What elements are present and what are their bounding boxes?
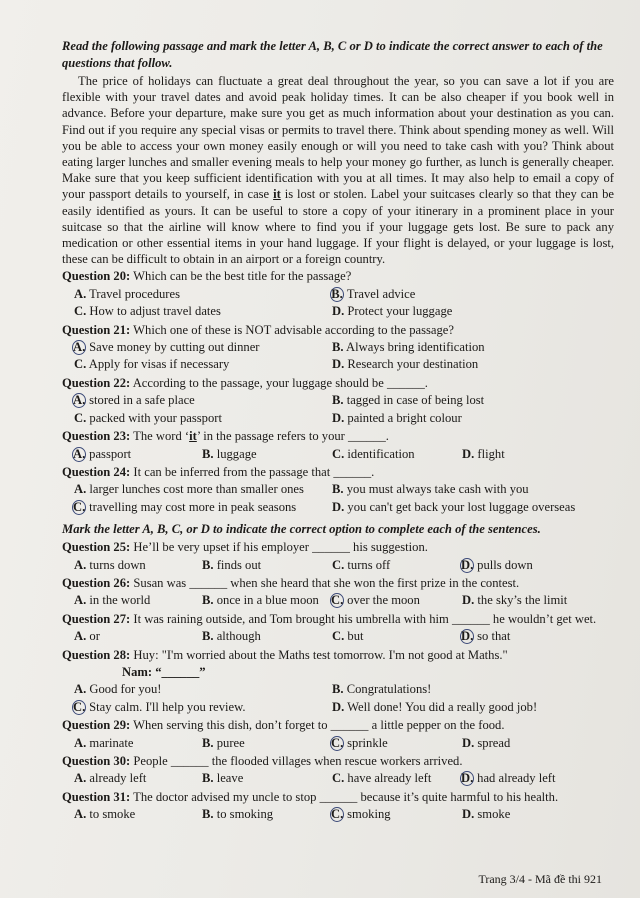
question-number: Question 23:: [62, 429, 131, 444]
option-text: spread: [477, 735, 511, 750]
option-letter: A.: [74, 593, 87, 608]
option-letter: C.: [332, 629, 345, 644]
option-letter: A.: [74, 735, 87, 750]
question-text: it: [189, 429, 197, 444]
option-letter: D.: [332, 499, 345, 514]
option-text: Well done! You did a really good job!: [347, 699, 538, 714]
option-letter: B.: [202, 446, 214, 461]
option-text: passport: [89, 446, 132, 461]
answer-option[interactable]: [332, 410, 590, 427]
answer-option[interactable]: [202, 628, 332, 645]
option-text: so that: [477, 629, 511, 644]
question-number: Question 25:: [62, 540, 131, 555]
answer-option[interactable]: [462, 735, 592, 752]
answer-option[interactable]: [74, 735, 202, 752]
answer-option[interactable]: [74, 392, 332, 409]
answer-option[interactable]: [332, 446, 462, 463]
option-letter: C.: [73, 699, 86, 714]
question-text: Huy: "I'm worried about the Maths test tomorrow. I'm not good at Maths.": [133, 647, 508, 662]
answer-option[interactable]: [332, 735, 462, 752]
option-letter: D.: [461, 629, 474, 644]
answer-option[interactable]: [332, 392, 590, 409]
question: [62, 428, 614, 463]
answer-options: [62, 681, 614, 716]
answer-option[interactable]: [74, 481, 332, 498]
question-text: According to the passage, your luggage should be ______.: [132, 375, 428, 390]
question-stem: [62, 268, 614, 285]
option-text: Save money by cutting out dinner: [89, 340, 260, 355]
answer-option[interactable]: [74, 339, 332, 356]
option-text: turns down: [89, 557, 146, 572]
option-letter: D.: [461, 557, 474, 572]
option-text: marinate: [89, 735, 134, 750]
answer-option[interactable]: [332, 339, 590, 356]
option-text: Congratulations!: [346, 682, 432, 697]
option-text: Apply for visas if necessary: [88, 357, 230, 372]
option-letter: B.: [332, 482, 344, 497]
option-letter: A.: [73, 340, 86, 355]
option-text: larger lunches cost more than smaller ones: [89, 482, 304, 497]
option-text: Travel procedures: [89, 286, 180, 301]
question-text: Which one of these is NOT advisable according to the passage?: [133, 322, 454, 337]
option-text: sprinkle: [347, 735, 388, 750]
option-text: already left: [89, 771, 147, 786]
option-letter: B.: [202, 557, 214, 572]
option-text: but: [347, 629, 364, 644]
answer-option[interactable]: [74, 770, 202, 787]
option-letter: C.: [332, 771, 345, 786]
passage-text-1: The price of holidays can fluctuate a great deal throughout the year, so you can save a lot if you are flexible with your travel dates and avoid peak holiday times. It can be also cheaper if you book well in advance. Before your departure, make sure you get as much information about your destination as you can. Find out if you require any special visas or permits to travel there. Think about spending money as well. Will you be able to access your own money easily enough or will you need to take cash with you? Think about eating larger lunches and smaller evening meals to help your money go further, as lunch is generally cheaper. Make sure that you keep sufficient identification with you at all times. It may also help to email a copy of your passport details to yourself, in case: [62, 74, 614, 202]
reading-passage: [62, 73, 614, 267]
option-letter: C.: [332, 557, 345, 572]
answer-options: [62, 446, 614, 463]
option-letter: D.: [462, 807, 475, 822]
answer-option[interactable]: [74, 681, 332, 698]
question-text: People ______ the flooded villages when rescue workers arrived.: [133, 754, 463, 768]
answer-option[interactable]: [74, 286, 332, 303]
question-text: It can be inferred from the passage that ______.: [133, 464, 375, 479]
answer-options: [62, 286, 614, 321]
question-number: Question 31:: [62, 789, 131, 804]
question-number: Question 28:: [62, 647, 131, 662]
option-letter: C.: [331, 593, 344, 608]
option-letter: C.: [331, 807, 344, 822]
answer-option[interactable]: [332, 499, 590, 516]
option-letter: B.: [202, 629, 214, 644]
option-letter: B.: [202, 807, 214, 822]
question-stem: [62, 539, 614, 556]
question: [62, 753, 614, 788]
question: [62, 268, 614, 320]
answer-option[interactable]: [74, 806, 202, 823]
option-letter: D.: [332, 357, 345, 372]
option-text: in the world: [89, 593, 151, 608]
answer-options: [62, 806, 614, 823]
option-text: or: [89, 629, 100, 644]
option-text: luggage: [216, 446, 257, 461]
option-text: you must always take cash with you: [346, 482, 529, 497]
option-text: once in a blue moon: [216, 593, 319, 608]
option-text: identification: [347, 446, 415, 461]
option-text: the sky’s the limit: [477, 593, 568, 608]
answer-option[interactable]: [202, 557, 332, 574]
option-letter: D.: [462, 446, 475, 461]
question-text: When serving this dish, don’t forget to ______ a little pepper on the food.: [133, 718, 505, 733]
answer-options: [62, 557, 614, 574]
answer-option[interactable]: [332, 303, 590, 320]
question-stem: [62, 575, 614, 592]
option-letter: C.: [74, 410, 87, 425]
option-text: stored in a safe place: [89, 393, 195, 408]
option-letter: D.: [461, 771, 474, 786]
question-stem: [62, 647, 614, 664]
option-text: How to adjust travel dates: [89, 304, 221, 319]
option-text: travelling may cost more in peak seasons: [89, 499, 297, 514]
question-number: Question 29:: [62, 718, 131, 733]
question: [62, 322, 614, 374]
option-letter: A.: [74, 286, 87, 301]
answer-option[interactable]: [332, 770, 462, 787]
answer-option[interactable]: [74, 303, 332, 320]
question: [62, 575, 614, 610]
option-letter: C.: [74, 304, 87, 319]
question-stem: [62, 464, 614, 481]
answer-option[interactable]: [462, 557, 592, 574]
answer-option[interactable]: [462, 806, 592, 823]
answer-options: [62, 628, 614, 645]
option-text: Good for you!: [89, 682, 162, 697]
answer-option[interactable]: [74, 628, 202, 645]
option-text: have already left: [347, 771, 432, 786]
option-text: to smoke: [89, 807, 136, 822]
question-stem: [62, 611, 614, 628]
reading-questions: [62, 268, 614, 516]
option-text: had already left: [477, 771, 556, 786]
question-stem: [62, 717, 614, 734]
question-number: Question 30:: [62, 754, 131, 768]
question-text: The doctor advised my uncle to stop ______ because it’s quite harmful to his health.: [133, 789, 559, 804]
question-text: The word ‘: [133, 429, 190, 444]
answer-option[interactable]: [462, 592, 592, 609]
answer-option[interactable]: [332, 481, 590, 498]
option-letter: A.: [73, 446, 86, 461]
option-text: puree: [216, 735, 245, 750]
dialog-line: Nam: “______”: [122, 664, 206, 679]
question-number: Question 20:: [62, 269, 131, 284]
option-text: finds out: [216, 557, 262, 572]
reading-instruction: Read the following passage and mark the letter A, B, C or D to indicate the correct answer to each of the questions that follow.: [62, 39, 603, 70]
option-letter: B.: [332, 340, 344, 355]
question-text: Which can be the best title for the passage?: [133, 269, 352, 284]
answer-options: [62, 392, 614, 427]
answer-option[interactable]: [202, 806, 332, 823]
question-stem: [62, 428, 614, 445]
option-letter: A.: [74, 482, 87, 497]
answer-options: [62, 592, 614, 609]
question: [62, 464, 614, 516]
question-text: He’ll be very upset if his employer ______ his suggestion.: [133, 540, 428, 555]
answer-options: [62, 339, 614, 374]
option-letter: B.: [202, 735, 214, 750]
option-letter: A.: [74, 557, 87, 572]
option-letter: A.: [74, 807, 87, 822]
answer-option[interactable]: [74, 499, 332, 516]
option-letter: B.: [332, 682, 344, 697]
option-text: Protect your luggage: [347, 304, 453, 319]
answer-option[interactable]: [74, 592, 202, 609]
option-text: you can't get back your lost luggage overseas: [347, 499, 576, 514]
option-letter: D.: [462, 593, 475, 608]
option-letter: C.: [331, 735, 344, 750]
question-number: Question 22:: [62, 375, 131, 390]
answer-option[interactable]: [332, 286, 590, 303]
question: [62, 611, 614, 646]
answer-option[interactable]: [332, 356, 590, 373]
option-text: turns off: [347, 557, 391, 572]
option-letter: D.: [462, 735, 475, 750]
answer-option[interactable]: [74, 699, 332, 716]
option-letter: A.: [74, 629, 87, 644]
question-text: Susan was ______ when she heard that she won the first prize in the contest.: [133, 575, 520, 590]
question-stem: [62, 753, 614, 770]
sentences-instruction: Mark the letter A, B, C, or D to indicate the correct option to complete each of the sentences.: [62, 522, 541, 537]
answer-option[interactable]: [462, 770, 592, 787]
question: [62, 647, 614, 717]
option-text: smoke: [477, 807, 511, 822]
answer-option[interactable]: [462, 628, 592, 645]
question: [62, 375, 614, 427]
question: [62, 789, 614, 824]
question-stem: [62, 789, 614, 806]
page-footer: Trang 3/4 - Mã đề thi 921: [478, 872, 602, 886]
option-letter: D.: [332, 304, 345, 319]
question: [62, 717, 614, 752]
answer-option[interactable]: [332, 699, 590, 716]
option-text: packed with your passport: [89, 410, 222, 425]
option-text: leave: [216, 771, 244, 786]
option-letter: A.: [74, 771, 87, 786]
option-text: to smoking: [216, 807, 274, 822]
answer-option[interactable]: [462, 446, 592, 463]
question-number: Question 27:: [62, 611, 131, 626]
option-text: Stay calm. I'll help you review.: [89, 699, 246, 714]
question-stem: [62, 322, 614, 339]
option-letter: C.: [332, 446, 345, 461]
answer-options: [62, 735, 614, 752]
answer-option[interactable]: [74, 557, 202, 574]
passage-underlined-it: it: [273, 187, 281, 202]
question-text: It was raining outside, and Tom brought his umbrella with him ______ he wouldn’t get wet.: [133, 611, 597, 626]
option-letter: D.: [332, 699, 345, 714]
option-text: smoking: [347, 807, 391, 822]
option-letter: B.: [332, 393, 344, 408]
answer-options: [62, 770, 614, 787]
question-number: Question 21:: [62, 322, 131, 337]
answer-option[interactable]: [332, 557, 462, 574]
passage-text-2: is lost or stolen. Label your suitcases clearly so that they can be easily identified as yours. It can be useful to store a copy of your itinerary in a prominent place in your suitcase so that the airline will know where to find you if your luggage gets lost. Be sure to pack any medication or other essential items in your hand luggage. If your flight is delayed, or your luggage is lost, these can be difficult to obtain in an airport or a foreign country.: [62, 187, 614, 267]
question: [62, 539, 614, 574]
answer-option[interactable]: [74, 410, 332, 427]
option-text: tagged in case of being lost: [346, 393, 485, 408]
question-number: Question 24:: [62, 464, 131, 479]
option-text: Travel advice: [346, 286, 416, 301]
answer-option[interactable]: [332, 592, 462, 609]
answer-option[interactable]: [332, 806, 462, 823]
option-text: Research your destination: [347, 357, 479, 372]
option-letter: A.: [74, 682, 87, 697]
option-letter: A.: [73, 393, 86, 408]
option-letter: B.: [202, 771, 214, 786]
answer-option[interactable]: [332, 681, 590, 698]
option-letter: B.: [202, 593, 214, 608]
sentence-questions: [62, 539, 614, 824]
option-letter: B.: [331, 286, 343, 301]
option-text: although: [216, 629, 261, 644]
option-text: flight: [477, 446, 505, 461]
answer-option[interactable]: [74, 446, 202, 463]
answer-option[interactable]: [74, 356, 332, 373]
option-letter: C.: [74, 357, 87, 372]
option-letter: C.: [73, 499, 86, 514]
answer-option[interactable]: [202, 735, 332, 752]
answer-option[interactable]: [332, 628, 462, 645]
answer-options: [62, 481, 614, 516]
answer-option[interactable]: [202, 592, 332, 609]
question-number: Question 26:: [62, 575, 131, 590]
question-text: ’ in the passage refers to your ______.: [196, 429, 389, 444]
option-text: over the moon: [347, 593, 420, 608]
option-text: Always bring identification: [346, 340, 485, 355]
option-letter: D.: [332, 410, 345, 425]
option-text: pulls down: [477, 557, 533, 572]
answer-option[interactable]: [202, 446, 332, 463]
question-stem: [62, 375, 614, 392]
option-text: painted a bright colour: [347, 410, 462, 425]
answer-option[interactable]: [202, 770, 332, 787]
